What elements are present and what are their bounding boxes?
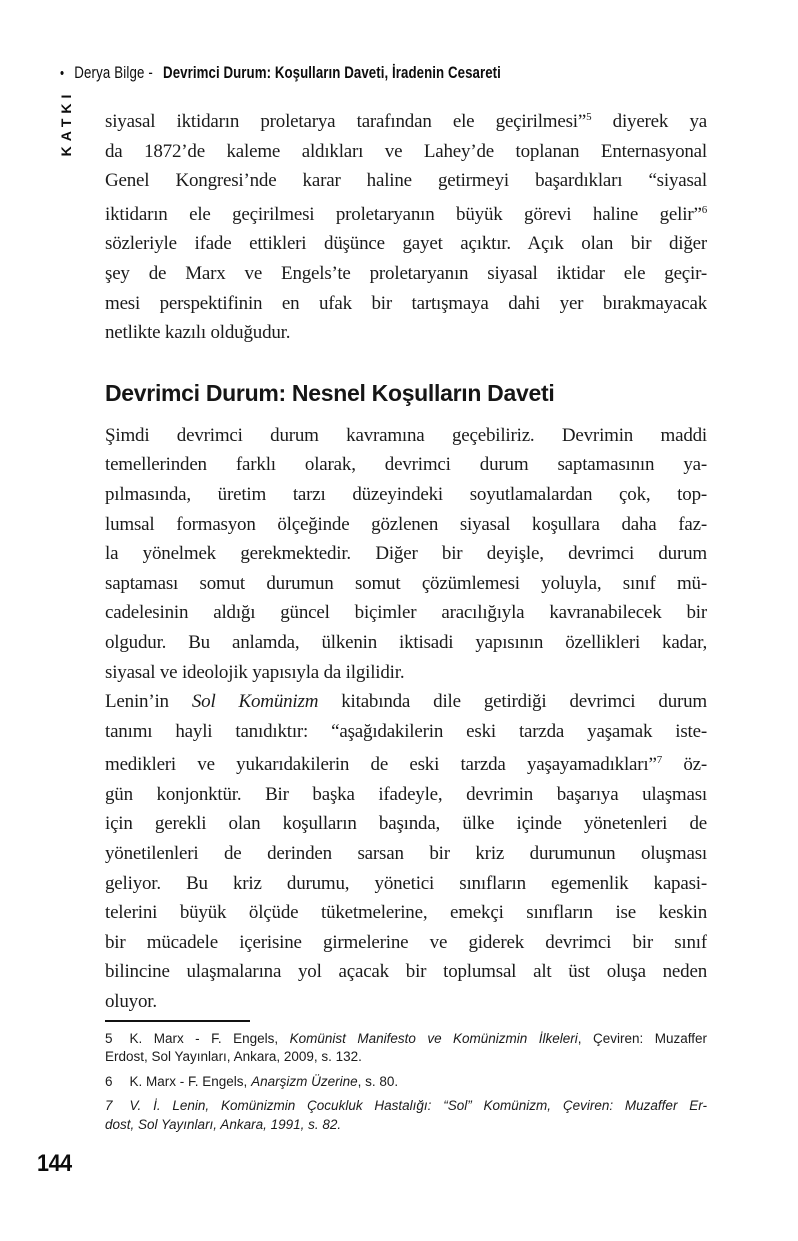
text-segment: öz- (662, 754, 707, 776)
text-segment: siyasal ve ideolojik yapısıyla da ilgilidir. (105, 661, 405, 683)
text-line (105, 780, 707, 810)
text-line (105, 1097, 707, 1116)
text-line (105, 839, 707, 869)
text-segment: pılmasında, üretim tarzı düzeyindeki soyutlamalardan çok, top- (105, 483, 707, 505)
text-segment: Sol Komünizm (191, 691, 319, 713)
text-line (105, 658, 707, 688)
text-segment: Erdost, Sol Yayınları, Ankara, 2009, s. 132. (105, 1049, 362, 1065)
text-segment: iktidarın ele geçirilmesi proletaryanın büyük görevi haline gelir” (105, 203, 702, 225)
text-segment: lumsal formasyon ölçeğinde gözlenen siyasal koşullara daha faz- (105, 513, 707, 535)
footnote-reference: 5 (586, 111, 592, 123)
text-segment: 5 (105, 1030, 113, 1046)
text-segment: 6 (105, 1073, 113, 1089)
text-line (105, 480, 707, 510)
footnote-5 (105, 1030, 707, 1067)
text-segment: V. İ. Lenin, Komünizmin Çocukluk Hastalığı: “Sol” Komünizm, Çeviren: Muzaffer Er- (129, 1098, 707, 1114)
footnote-reference: 6 (701, 203, 707, 216)
text-segment: dost, Sol Yayınları, Ankara, 1991, s. 82. (105, 1116, 342, 1132)
text-segment: da 1872’de kaleme aldıkları ve Lahey’de toplanan Enternasyonal (105, 140, 707, 162)
text-segment: sözleriyle ifade ettikleri düşünce gayet açıktır. Açık olan bir diğer (105, 233, 707, 255)
text-line (105, 628, 707, 658)
text-segment: siyasal iktidarın proletarya tarafından ele geçirilmesi” (105, 111, 587, 132)
text-segment: K. Marx - F. Engels, (129, 1073, 252, 1089)
text-segment: temellerinden farklı olarak, devrimci durum saptamasının ya- (105, 454, 707, 476)
text-segment: cadelesinin aldığı güncel biçimler aracılığıyla kavranabilecek bir (105, 602, 707, 624)
text-line (105, 1030, 707, 1049)
footnote-separator-rule (105, 1020, 250, 1022)
text-segment: bir mücadele içerisine girmelerine ve giderek devrimci bir sınıf (105, 931, 707, 953)
page-number: 144 (37, 1150, 72, 1177)
text-segment: netlikte kazılı olduğudur. (105, 322, 291, 344)
header-chapter-title: Devrimci Durum: Koşulların Daveti, İradenin Cesareti (163, 63, 501, 82)
text-segment: şey de Marx ve Engels’te proletaryanın siyasal iktidar ele geçir- (105, 262, 707, 284)
text-line (105, 259, 707, 289)
text-segment: olgudur. Bu anlamda, ülkenin iktisadi yapısının özellikleri kadar, (105, 631, 707, 653)
footnote-6 (105, 1073, 707, 1092)
text-line (105, 510, 707, 540)
text-line (105, 869, 707, 899)
text-line (105, 1116, 707, 1135)
text-line (105, 166, 707, 196)
text-segment: oluyor. (105, 991, 157, 1013)
text-line (105, 450, 707, 480)
footnote-7 (105, 1097, 707, 1134)
text-segment: Lenin’in (105, 691, 192, 713)
text-segment: gün konjonktür. Bir başka ifadeyle, devrimin başarıya ulaşması (105, 783, 707, 805)
text-segment: kitabında dile getirdiği devrimci durum (318, 691, 707, 713)
text-segment: la yönelmek gerekmektedir. Diğer bir deyişle, devrimci durum (105, 543, 707, 565)
text-segment: K. Marx - F. Engels, (129, 1030, 290, 1046)
text-line (105, 717, 707, 747)
text-line (105, 289, 707, 319)
text-line (105, 103, 707, 137)
text-line (105, 957, 707, 987)
text-line (105, 687, 707, 717)
text-line (105, 318, 707, 348)
text-line (105, 229, 707, 259)
text-segment: telerini büyük ölçüde tüketmelerine, emekçi sınıfların ise keskin (105, 902, 707, 924)
text-segment: mesi perspektifinin en ufak bir tartışmaya dahi yer bırakmayacak (105, 292, 707, 314)
text-line (105, 987, 707, 1017)
paragraph-3 (105, 687, 707, 1017)
text-line (105, 898, 707, 928)
text-segment: saptaması somut durumun somut çözümlemesi yoluyla, sınıf mü- (105, 572, 707, 594)
text-segment: 7 (105, 1098, 113, 1114)
text-line (105, 137, 707, 167)
text-line (105, 928, 707, 958)
text-line (105, 569, 707, 599)
text-segment: yönetilenleri de derinden sarsan bir kriz durumunun oluşması (105, 843, 707, 865)
body-column (105, 103, 707, 1140)
section-heading: Devrimci Durum: Nesnel Koşulların Daveti (105, 379, 555, 406)
text-segment: tanımı hayli tanıdıktır: “aşağıdakilerin eski tarzda yaşamak iste- (105, 720, 707, 742)
text-segment: , Çeviren: Muzaffer (577, 1030, 707, 1046)
text-segment: geliyor. Bu kriz durumu, yönetici sınıfların egemenlik kapasi- (105, 872, 707, 894)
text-segment: bilincine ulaşmalarına yol açacak bir toplumsal alt üst oluşa neden (105, 961, 707, 983)
header-author: Derya Bilge - (74, 63, 153, 82)
text-segment: diyerek ya (591, 111, 707, 132)
text-line (105, 746, 707, 780)
text-segment: Şimdi devrimci durum kavramına geçebiliriz. Devrimin maddi (105, 424, 707, 446)
text-segment: medikleri ve yukarıdakilerin de eski tarzda yaşayamadıkları” (105, 754, 657, 776)
text-line (105, 539, 707, 569)
paragraph-1 (105, 103, 707, 348)
text-segment: , s. 80. (357, 1073, 399, 1089)
text-line (105, 196, 707, 230)
text-segment: için gerekli olan koşulların başında, ülke içinde yönetenleri de (105, 813, 707, 835)
footnote-reference: 7 (656, 754, 663, 767)
text-segment: Komünist Manifesto ve Komünizmin İlkeleri (289, 1030, 578, 1046)
header-bullet-icon: • (60, 64, 65, 82)
running-header (60, 63, 501, 83)
text-line (105, 1048, 707, 1067)
margin-label-katki: KATKI (58, 89, 74, 157)
text-line (105, 598, 707, 628)
paragraph-2 (105, 421, 707, 687)
text-line (105, 421, 707, 451)
text-line (105, 809, 707, 839)
footnote-list (105, 1030, 707, 1135)
text-segment: Anarşizm Üzerine (251, 1073, 358, 1089)
text-line (105, 1073, 707, 1092)
text-segment: Genel Kongresi’nde karar haline getirmeyi başardıkları “siyasal (105, 170, 707, 192)
